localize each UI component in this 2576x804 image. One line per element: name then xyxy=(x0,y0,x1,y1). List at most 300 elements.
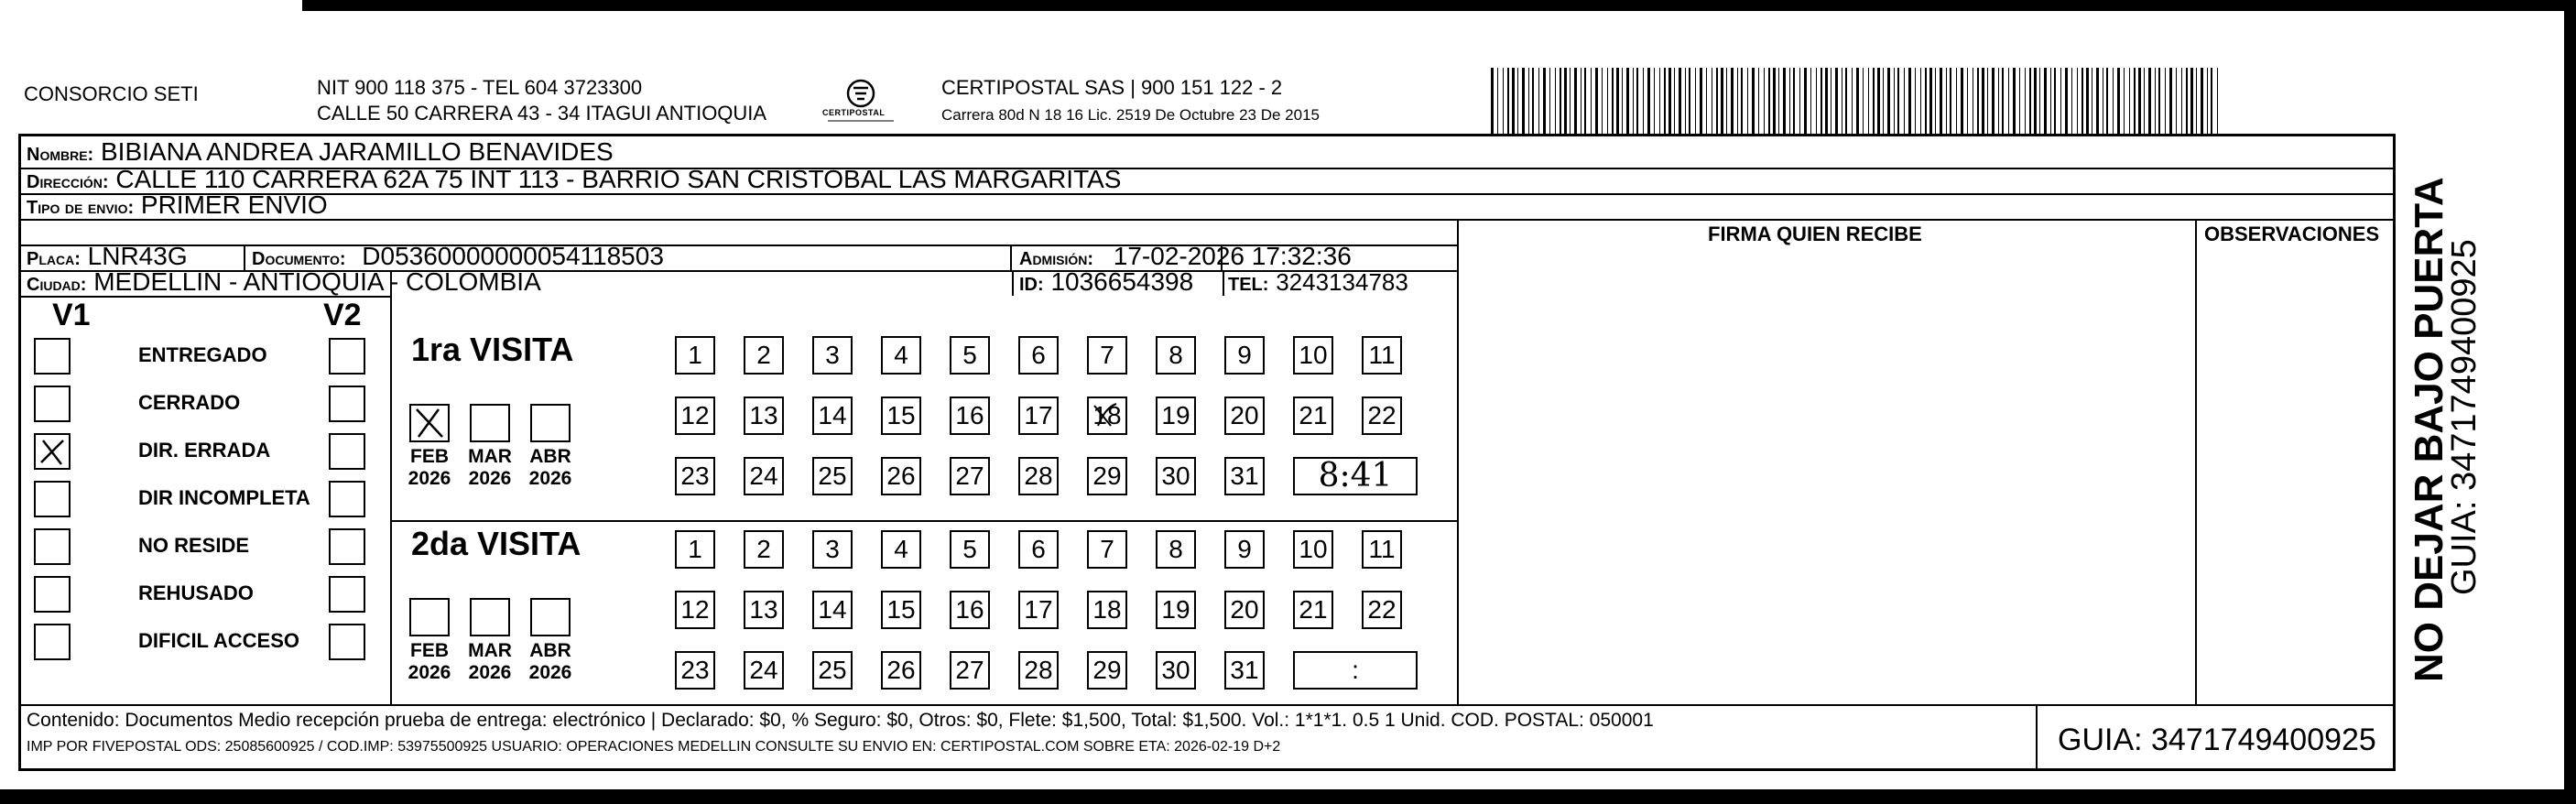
month-name: MAR xyxy=(468,446,512,467)
certipostal-logo-icon xyxy=(815,75,907,130)
day-number: 28 xyxy=(1024,462,1053,490)
barcode-icon xyxy=(1491,68,2223,134)
barcode-bar xyxy=(1961,68,1963,134)
nit-line: NIT 900 118 375 - TEL 604 3723300 xyxy=(317,76,643,99)
status-label: DIR INCOMPLETA xyxy=(138,486,310,509)
day-box[interactable] xyxy=(1018,336,1059,375)
tel-label: TEL: xyxy=(1228,275,1269,295)
day-number: 13 xyxy=(749,595,778,624)
day-box[interactable] xyxy=(1224,591,1265,629)
month-checkbox[interactable] xyxy=(470,404,510,442)
barcode-bar xyxy=(1522,68,1525,134)
day-number: 21 xyxy=(1299,595,1328,624)
day-box[interactable] xyxy=(1087,591,1127,629)
day-number: 20 xyxy=(1230,401,1259,429)
v1-checkbox[interactable] xyxy=(34,338,71,375)
day-number: 25 xyxy=(818,462,847,490)
placa-label: Placa: xyxy=(27,249,81,269)
day-box[interactable] xyxy=(1087,397,1127,435)
month-name: MAR xyxy=(468,640,512,661)
day-number: 10 xyxy=(1299,341,1328,369)
barcode-bar xyxy=(2002,68,2004,134)
day-number: 17 xyxy=(1024,595,1053,624)
barcode-bar xyxy=(2155,68,2156,134)
time-value: 8:41 xyxy=(1318,457,1393,494)
day-box[interactable] xyxy=(744,336,784,375)
tipo-envio-value: PRIMER ENVIO xyxy=(140,190,328,219)
month-label xyxy=(462,446,517,490)
day-number: 22 xyxy=(1367,401,1397,429)
day-number: 23 xyxy=(680,656,710,684)
day-box[interactable] xyxy=(1018,457,1059,495)
day-number: 11 xyxy=(1368,341,1396,369)
barcode-bar xyxy=(1564,68,1567,134)
barcode-bar xyxy=(2096,68,2099,134)
barcode-bar xyxy=(1737,68,1738,134)
day-number: 9 xyxy=(1237,535,1252,563)
status-label: ENTREGADO xyxy=(138,343,267,366)
barcode-bar xyxy=(1816,68,1817,134)
admision-label: Admisión: xyxy=(1019,249,1093,269)
barcode-bar xyxy=(1695,68,1696,134)
barcode-bar xyxy=(1940,68,1942,134)
barcode-bar xyxy=(1908,68,1911,134)
day-box[interactable] xyxy=(812,530,853,569)
day-number: 1 xyxy=(688,535,702,563)
v1-checkbox[interactable] xyxy=(34,624,71,660)
day-box[interactable] xyxy=(1156,651,1196,690)
barcode-bar xyxy=(1768,68,1770,134)
barcode-bar xyxy=(1967,68,1968,134)
day-number: 30 xyxy=(1161,462,1190,490)
day-number: 6 xyxy=(1031,341,1046,369)
status-label: NO RESIDE xyxy=(138,534,250,557)
barcode-bar xyxy=(1752,68,1755,134)
barcode-bar xyxy=(2165,68,2166,134)
barcode-bar xyxy=(1689,68,1690,134)
day-box[interactable] xyxy=(675,336,715,375)
barcode-bar xyxy=(1626,68,1629,134)
day-box[interactable] xyxy=(675,457,715,495)
v1-checkbox[interactable] xyxy=(34,433,71,470)
barcode-bar xyxy=(1998,68,1999,134)
day-box[interactable] xyxy=(1156,591,1196,629)
month-year: 2026 xyxy=(528,662,572,683)
month-checkbox[interactable] xyxy=(530,598,571,636)
barcode-bar xyxy=(2196,68,2197,134)
barcode-bar xyxy=(1810,68,1811,134)
day-box[interactable] xyxy=(1018,651,1059,690)
day-box[interactable] xyxy=(1293,336,1333,375)
barcode-bar xyxy=(2217,68,2218,134)
day-box[interactable] xyxy=(1293,530,1333,569)
day-box[interactable] xyxy=(881,336,921,375)
barcode-bar xyxy=(2077,68,2078,134)
month-name: FEB xyxy=(410,640,449,661)
day-number: 29 xyxy=(1092,462,1122,490)
day-box[interactable] xyxy=(812,336,853,375)
barcode-bar xyxy=(1783,68,1786,134)
barcode-bar xyxy=(1904,68,1905,134)
day-number: 10 xyxy=(1299,535,1328,563)
barcode-bar xyxy=(1747,68,1748,134)
logo-text: CERTIPOSTAL xyxy=(822,108,886,117)
documento-label: Documento: xyxy=(252,249,346,269)
barcode-bar xyxy=(1685,68,1686,134)
imp-line: IMP POR FIVEPOSTAL ODS: 25085600925 / COD.IMP: 53975500925 USUARIO: OPERACIONES MEDELLIN CONSULTE SU ENVIO EN: CERTIPOSTAL.COM SOBRE ETA: 2026-02-19 D+2 xyxy=(27,739,1281,755)
day-box[interactable] xyxy=(1224,530,1265,569)
v2-checkbox[interactable] xyxy=(329,528,365,565)
barcode-bar xyxy=(1654,68,1655,134)
time-box[interactable] xyxy=(1293,457,1418,495)
side-guia: GUIA: 3471749400925 xyxy=(2445,239,2484,595)
no-dejar-bajo-puerta: NO DEJAR BAJO PUERTA xyxy=(2407,177,2451,682)
barcode-bar xyxy=(1584,68,1586,134)
day-number: 31 xyxy=(1230,462,1259,490)
barcode-bar xyxy=(2086,68,2089,134)
tel-field xyxy=(1228,268,1408,299)
day-box[interactable] xyxy=(950,336,990,375)
v2-checkbox[interactable] xyxy=(329,624,365,660)
barcode-bar xyxy=(2190,68,2193,134)
month-label xyxy=(523,640,578,684)
day-box[interactable] xyxy=(881,591,921,629)
barcode-bar xyxy=(1726,68,1727,134)
day-number: 11 xyxy=(1368,535,1396,563)
day-box[interactable] xyxy=(1156,457,1196,495)
barcode-bar xyxy=(2124,68,2125,134)
day-number: 21 xyxy=(1299,401,1328,429)
day-number: 25 xyxy=(818,656,847,684)
month-checkbox[interactable] xyxy=(409,404,450,442)
day-box[interactable] xyxy=(812,651,853,690)
day-box[interactable] xyxy=(1362,336,1402,375)
month-year: 2026 xyxy=(408,468,451,489)
tipo-envio-field xyxy=(27,191,328,222)
day-box[interactable] xyxy=(744,397,784,435)
observaciones-header: OBSERVACIONES xyxy=(2204,223,2380,245)
day-box[interactable] xyxy=(1362,530,1402,569)
barcode-bar xyxy=(2113,68,2114,134)
barcode-bar xyxy=(2138,68,2141,134)
status-label: REHUSADO xyxy=(138,581,254,604)
barcode-bar xyxy=(1616,68,1619,134)
month-year: 2026 xyxy=(408,662,451,683)
barcode-bar xyxy=(2169,68,2172,134)
day-box[interactable] xyxy=(744,651,784,690)
day-number: 23 xyxy=(680,462,710,490)
barcode-bar xyxy=(2013,68,2016,134)
barcode-bar xyxy=(2029,68,2031,134)
day-number: 6 xyxy=(1031,535,1046,563)
barcode-bar xyxy=(1778,68,1779,134)
id-value: 1036654398 xyxy=(1050,267,1194,296)
day-number: 26 xyxy=(886,462,916,490)
day-box[interactable] xyxy=(812,457,853,495)
barcode-bar xyxy=(1591,68,1592,134)
day-number: 14 xyxy=(818,595,847,624)
day-number: 24 xyxy=(749,462,778,490)
footer-guia: GUIA: 3471749400925 xyxy=(2058,723,2376,757)
day-number: 15 xyxy=(886,595,916,624)
license-line: Carrera 80d N 18 16 Lic. 2519 De Octubre 23 De 2015 xyxy=(941,106,1320,124)
barcode-bar xyxy=(1764,68,1765,134)
month-label xyxy=(402,640,457,684)
barcode-bar xyxy=(1852,68,1853,134)
day-number: 22 xyxy=(1367,595,1397,624)
tel-value: 3243134783 xyxy=(1276,268,1408,296)
barcode-bar xyxy=(1877,68,1880,134)
day-box[interactable] xyxy=(1087,336,1127,375)
day-box[interactable] xyxy=(1018,591,1059,629)
barcode-bar xyxy=(1674,68,1675,134)
day-box[interactable] xyxy=(744,530,784,569)
barcode-bar xyxy=(1789,68,1790,134)
barcode-bar xyxy=(1946,68,1947,134)
v1-checkbox[interactable] xyxy=(34,481,71,517)
barcode-bar xyxy=(1538,68,1539,134)
day-number: 4 xyxy=(894,535,908,563)
tipo-envio-label: Tipo de envio: xyxy=(27,198,135,218)
day-number: 16 xyxy=(955,401,984,429)
barcode-bar xyxy=(1731,68,1734,134)
barcode-bar xyxy=(1706,68,1707,134)
barcode-bar xyxy=(1950,68,1951,134)
day-box[interactable] xyxy=(1156,397,1196,435)
barcode-bar xyxy=(1503,68,1504,134)
day-number: 19 xyxy=(1161,401,1190,429)
day-number: 15 xyxy=(886,401,916,429)
day-box[interactable] xyxy=(675,397,715,435)
status-label: CERRADO xyxy=(138,391,241,414)
barcode-bar xyxy=(2207,68,2208,134)
month-name: ABR xyxy=(529,446,571,467)
month-checkbox[interactable] xyxy=(530,404,571,442)
ciudad-field xyxy=(27,268,541,299)
barcode-bar xyxy=(1821,68,1822,134)
day-box[interactable] xyxy=(1224,651,1265,690)
barcode-bar xyxy=(1741,68,1743,134)
day-number: 5 xyxy=(962,341,977,369)
day-number: 12 xyxy=(680,401,710,429)
barcode-bar xyxy=(1512,68,1515,134)
barcode-bar xyxy=(1925,68,1927,134)
time-box[interactable] xyxy=(1293,651,1418,690)
day-number: 27 xyxy=(955,656,984,684)
day-box[interactable] xyxy=(1018,397,1059,435)
barcode-bar xyxy=(1894,68,1895,134)
top-border xyxy=(302,0,2576,11)
day-number: 4 xyxy=(894,341,908,369)
barcode-bar xyxy=(2008,68,2009,134)
barcode-bar xyxy=(2148,68,2151,134)
v1-checkbox[interactable] xyxy=(34,576,71,613)
month-checkbox[interactable] xyxy=(409,598,450,636)
v2-checkbox[interactable] xyxy=(329,338,365,375)
barcode-bar xyxy=(1647,68,1650,134)
v2-checkbox[interactable] xyxy=(329,433,365,470)
second-visit-title: 2da VISITA xyxy=(411,525,582,562)
barcode-bar xyxy=(1517,68,1518,134)
barcode-bar xyxy=(1915,68,1916,134)
day-number: 7 xyxy=(1100,341,1114,369)
day-number: 12 xyxy=(680,595,710,624)
month-label xyxy=(462,640,517,684)
day-number: 8 xyxy=(1168,341,1183,369)
day-box[interactable] xyxy=(675,651,715,690)
barcode-bar xyxy=(1799,68,1800,134)
v1-checkbox[interactable] xyxy=(34,528,71,565)
day-box[interactable] xyxy=(950,530,990,569)
barcode-bar xyxy=(1793,68,1795,134)
day-box[interactable] xyxy=(881,651,921,690)
barcode-bar xyxy=(1804,68,1807,134)
day-box[interactable] xyxy=(1224,336,1265,375)
barcode-bar xyxy=(2201,68,2203,134)
status-label: DIFICIL ACCESO xyxy=(138,629,300,652)
carrier-line: CERTIPOSTAL SAS | 900 151 122 - 2 xyxy=(941,76,1283,99)
day-box[interactable] xyxy=(950,457,990,495)
day-number: 26 xyxy=(886,656,916,684)
documento-value: D05360000000054118503 xyxy=(362,242,664,270)
day-box[interactable] xyxy=(1293,591,1333,629)
barcode-bar xyxy=(1659,68,1660,134)
address-line: CALLE 50 CARRERA 43 - 34 ITAGUI ANTIOQUIA xyxy=(317,102,767,125)
direccion-value: CALLE 110 CARRERA 62A 75 INT 113 - BARRIO SAN CRISTOBAL LAS MARGARITAS xyxy=(115,165,1122,193)
barcode-bar xyxy=(1664,68,1666,134)
month-year: 2026 xyxy=(528,468,572,489)
v2-checkbox[interactable] xyxy=(329,481,365,517)
ciudad-value: MEDELLIN - ANTIOQUIA - COLOMBIA xyxy=(93,267,541,296)
day-box[interactable] xyxy=(1224,457,1265,495)
day-box[interactable] xyxy=(675,591,715,629)
id-label: ID: xyxy=(1019,275,1044,295)
barcode-bar xyxy=(1835,68,1838,134)
barcode-bar xyxy=(2186,68,2188,134)
day-box[interactable] xyxy=(1293,397,1333,435)
barcode-bar xyxy=(1507,68,1509,134)
day-number: 1 xyxy=(688,341,702,369)
day-box[interactable] xyxy=(881,397,921,435)
day-number: 8 xyxy=(1168,535,1183,563)
day-number: 30 xyxy=(1161,656,1190,684)
day-number: 17 xyxy=(1024,401,1053,429)
day-box[interactable] xyxy=(1362,591,1402,629)
day-number: 18 xyxy=(1092,595,1122,624)
right-border xyxy=(2564,0,2576,804)
barcode-bar xyxy=(1825,68,1828,134)
barcode-bar xyxy=(2025,68,2026,134)
day-box[interactable] xyxy=(950,397,990,435)
day-number: 28 xyxy=(1024,656,1053,684)
day-number: 13 xyxy=(749,401,778,429)
day-box[interactable] xyxy=(1087,457,1127,495)
barcode-bar xyxy=(2034,68,2037,134)
day-number: 20 xyxy=(1230,595,1259,624)
barcode-bar xyxy=(1532,68,1534,134)
month-year: 2026 xyxy=(468,468,512,489)
nombre-label: Nombre: xyxy=(27,145,94,165)
barcode-bar xyxy=(1607,68,1608,134)
day-box[interactable] xyxy=(1224,397,1265,435)
day-box[interactable] xyxy=(1018,530,1059,569)
barcode-bar xyxy=(1636,68,1638,134)
month-name: ABR xyxy=(529,640,571,661)
barcode-bar xyxy=(1679,68,1681,134)
barcode-bar xyxy=(1897,68,1899,134)
day-box[interactable] xyxy=(1362,397,1402,435)
day-number: 18 xyxy=(1092,401,1122,429)
day-number: 19 xyxy=(1161,595,1190,624)
status-label: DIR. ERRADA xyxy=(138,439,271,462)
barcode-bar xyxy=(2071,68,2072,134)
barcode-bar xyxy=(1668,68,1671,134)
v1-checkbox[interactable] xyxy=(34,386,71,422)
day-box[interactable] xyxy=(1087,651,1127,690)
barcode-bar xyxy=(1987,68,1988,134)
barcode-bar xyxy=(1883,68,1884,134)
barcode-bar xyxy=(1602,68,1603,134)
barcode-bar xyxy=(1595,68,1598,134)
day-number: 3 xyxy=(825,535,840,563)
month-checkbox[interactable] xyxy=(470,598,510,636)
barcode-bar xyxy=(1570,68,1571,134)
day-box[interactable] xyxy=(812,591,853,629)
day-box[interactable] xyxy=(950,591,990,629)
barcode-bar xyxy=(2081,68,2083,134)
barcode-bar xyxy=(1549,68,1550,134)
firma-header: FIRMA QUIEN RECIBE xyxy=(1708,223,1922,245)
day-number: 9 xyxy=(1237,341,1252,369)
day-box[interactable] xyxy=(812,397,853,435)
barcode-bar xyxy=(1977,68,1979,134)
direccion-label: Dirección: xyxy=(27,172,109,192)
v2-checkbox[interactable] xyxy=(329,386,365,422)
barcode-bar xyxy=(1863,68,1864,134)
day-box[interactable] xyxy=(744,457,784,495)
barcode-bar xyxy=(1528,68,1529,134)
day-box[interactable] xyxy=(950,651,990,690)
day-box[interactable] xyxy=(881,457,921,495)
day-box[interactable] xyxy=(881,530,921,569)
day-box[interactable] xyxy=(1087,530,1127,569)
contenido-line: Contenido: Documentos Medio recepción prueba de entrega: electrónico | Declarado: $0, % Seguro: $0, Otros: $0, Flete: $1,500, Total: $1,500. Vol.: 1*1*1. 0.5 1 Unid. COD. POSTAL: 050001 xyxy=(27,710,1654,731)
day-box[interactable] xyxy=(744,591,784,629)
v2-label: V2 xyxy=(323,298,362,332)
barcode-bar xyxy=(2039,68,2040,134)
barcode-bar xyxy=(1920,68,1921,134)
id-field xyxy=(1019,268,1193,299)
day-box[interactable] xyxy=(675,530,715,569)
barcode-bar xyxy=(1643,68,1644,134)
barcode-bar xyxy=(2050,68,2051,134)
first-visit-title: 1ra VISITA xyxy=(411,331,574,368)
barcode-bar xyxy=(1873,68,1875,134)
barcode-bar xyxy=(1887,68,1890,134)
barcode-bar xyxy=(2060,68,2061,134)
day-number: 29 xyxy=(1092,656,1122,684)
barcode-bar xyxy=(1721,68,1723,134)
day-box[interactable] xyxy=(1156,530,1196,569)
v2-checkbox[interactable] xyxy=(329,576,365,613)
barcode-bar xyxy=(2044,68,2047,134)
barcode-bar xyxy=(1716,68,1718,134)
barcode-bar xyxy=(2181,68,2182,134)
barcode-bar xyxy=(2134,68,2136,134)
day-box[interactable] xyxy=(1156,336,1196,375)
barcode xyxy=(1491,68,2223,134)
bottom-border xyxy=(0,789,2576,804)
